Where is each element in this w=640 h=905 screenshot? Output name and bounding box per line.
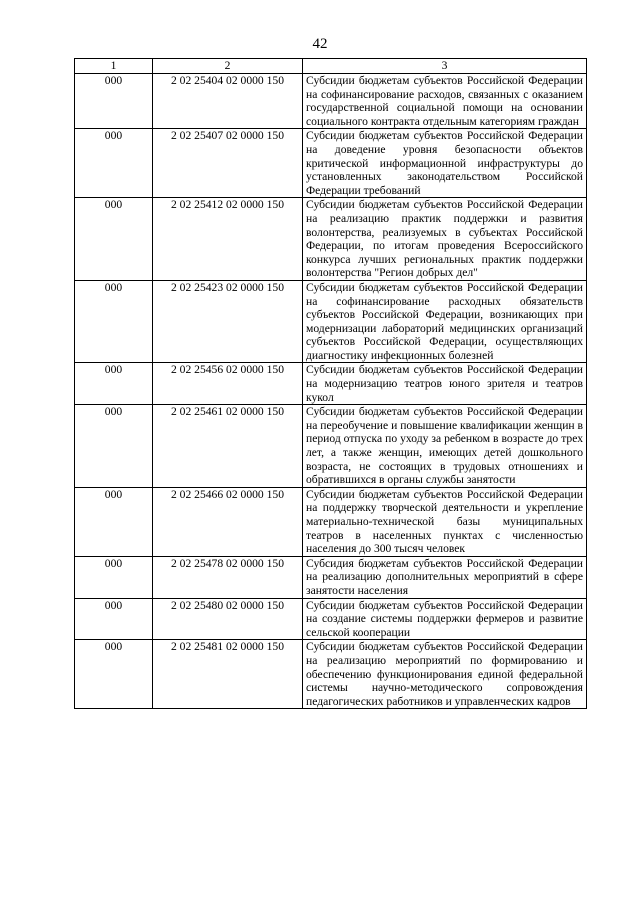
- budget-code-cell: 2 02 25466 02 0000 150: [153, 487, 303, 556]
- admin-code-cell: 000: [75, 556, 153, 598]
- budget-code-cell: 2 02 25407 02 0000 150: [153, 129, 303, 198]
- table-row: [75, 640, 587, 709]
- table-row: [75, 598, 587, 640]
- budget-classification-table: [74, 58, 587, 709]
- column-header-3: 3: [303, 59, 587, 74]
- table-row: [75, 405, 587, 488]
- income-name-cell: Субсидии бюджетам субъектов Российской Федерации на реализацию практик поддержки и развития волонтерства, реализуемых в субъектах Российской Федерации, по итогам проведения Всероссийского конкурса лучших региональных практик поддержки волонтерства "Регион добрых дел": [303, 198, 587, 281]
- budget-code-cell: 2 02 25478 02 0000 150: [153, 556, 303, 598]
- budget-code-cell: 2 02 25404 02 0000 150: [153, 74, 303, 129]
- income-name-cell: Субсидии бюджетам субъектов Российской Федерации на модернизацию театров юного зрителя и театров кукол: [303, 363, 587, 405]
- table-row: [75, 74, 587, 129]
- income-name-cell: Субсидии бюджетам субъектов Российской Федерации на доведение уровня безопасности объектов критической информационной инфраструктуры до установленных законодательством Российской Федерации требований: [303, 129, 587, 198]
- budget-code-cell: 2 02 25423 02 0000 150: [153, 280, 303, 363]
- income-name-cell: Субсидии бюджетам субъектов Российской Федерации на софинансирование расходных обязательств субъектов Российской Федерации, возникающих при модернизации лабораторий медицинских организаций субъектов Российской Федерации, осуществляющих диагностику инфекционных болезней: [303, 280, 587, 363]
- admin-code-cell: 000: [75, 487, 153, 556]
- admin-code-cell: 000: [75, 405, 153, 488]
- income-name-cell: Субсидии бюджетам субъектов Российской Федерации на софинансирование расходов, связанных с оказанием государственной социальной помощи на основании социального контракта отдельным категориям граждан: [303, 74, 587, 129]
- table-row: [75, 556, 587, 598]
- admin-code-cell: 000: [75, 129, 153, 198]
- column-header-1: 1: [75, 59, 153, 74]
- budget-code-cell: 2 02 25480 02 0000 150: [153, 598, 303, 640]
- budget-code-cell: 2 02 25412 02 0000 150: [153, 198, 303, 281]
- table-row: [75, 198, 587, 281]
- admin-code-cell: 000: [75, 280, 153, 363]
- table-row: [75, 363, 587, 405]
- budget-code-cell: 2 02 25461 02 0000 150: [153, 405, 303, 488]
- column-header-2: 2: [153, 59, 303, 74]
- admin-code-cell: 000: [75, 363, 153, 405]
- income-name-cell: Субсидия бюджетам субъектов Российской Федерации на реализацию дополнительных мероприятий в сфере занятости населения: [303, 556, 587, 598]
- admin-code-cell: 000: [75, 198, 153, 281]
- admin-code-cell: 000: [75, 640, 153, 709]
- table-row: [75, 487, 587, 556]
- income-name-cell: Субсидии бюджетам субъектов Российской Федерации на переобучение и повышение квалификации женщин в период отпуска по уходу за ребенком в возрасте до трех лет, а также женщин, имеющих детей дошкольного возраста, не состоящих в трудовых отношениях и обратившихся в органы службы занятости: [303, 405, 587, 488]
- budget-code-cell: 2 02 25481 02 0000 150: [153, 640, 303, 709]
- income-name-cell: Субсидии бюджетам субъектов Российской Федерации на реализацию мероприятий по формированию и обеспечению функционирования единой федеральной системы научно-методического сопровождения педагогических работников и управленческих кадров: [303, 640, 587, 709]
- table-header-row: [75, 59, 587, 74]
- table-row: [75, 129, 587, 198]
- admin-code-cell: 000: [75, 74, 153, 129]
- admin-code-cell: 000: [75, 598, 153, 640]
- income-name-cell: Субсидии бюджетам субъектов Российской Федерации на создание системы поддержки фермеров и развитие сельской кооперации: [303, 598, 587, 640]
- table-row: [75, 280, 587, 363]
- budget-code-cell: 2 02 25456 02 0000 150: [153, 363, 303, 405]
- page-number: 42: [312, 36, 328, 52]
- income-name-cell: Субсидии бюджетам субъектов Российской Федерации на поддержку творческой деятельности и укрепление материально-технической базы муниципальных театров в населенных пунктах с численностью населения до 300 тысяч человек: [303, 487, 587, 556]
